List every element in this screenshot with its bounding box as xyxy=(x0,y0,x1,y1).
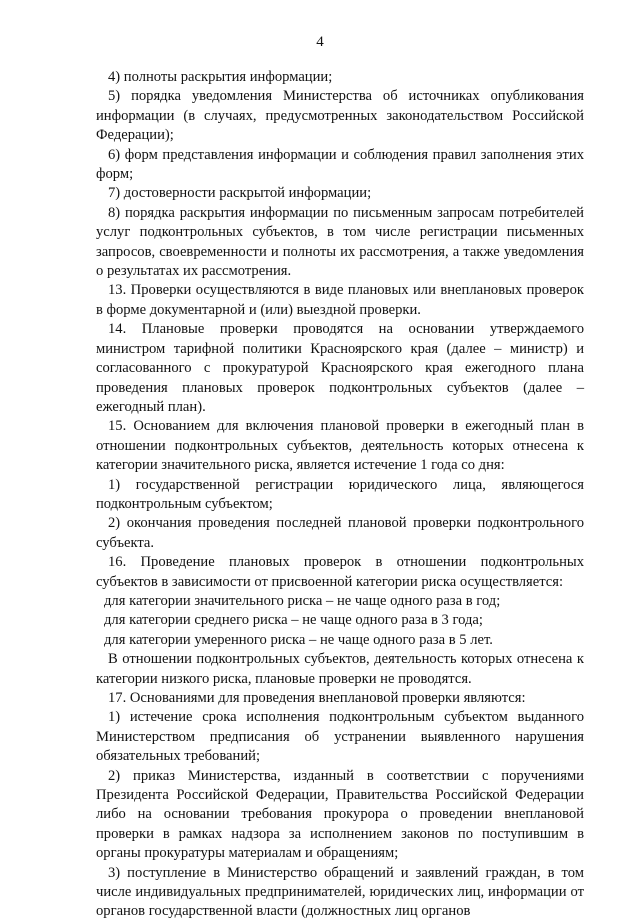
paragraph: 16. Проведение плановых проверок в отношении подконтрольных субъектов в зависимости от присвоенной категории риска осуществляется: xyxy=(96,554,584,590)
paragraph: для категории умеренного риска – не чаще одного раза в 5 лет. xyxy=(104,631,493,648)
page-number: 4 xyxy=(316,34,324,50)
paragraph: 13. Проверки осуществляются в виде плановых или внеплановых проверок в форме документарной и (или) выездной проверки. xyxy=(96,282,584,318)
paragraph: В отношении подконтрольных субъектов, деятельность которых отнесена к категории низкого риска, плановые проверки не проводятся. xyxy=(96,651,584,687)
paragraph: 17. Основаниями для проведения внеплановой проверки являются: xyxy=(108,690,526,706)
paragraph: 1) истечение срока исполнения подконтрольным субъектом выданного Министерством предписания об устранении выявленного нарушения обязательных требований; xyxy=(96,709,584,765)
paragraph: для категории значительного риска – не чаще одного раза в год; xyxy=(104,592,501,609)
paragraph: 5) порядка уведомления Министерства об источниках опубликования информации (в случаях, предусмотренных законодательством Российской Федерации); xyxy=(96,88,584,144)
paragraph: 2) окончания проведения последней плановой проверки подконтрольного субъекта. xyxy=(96,515,584,551)
paragraph: для категории среднего риска – не чаще одного раза в 3 года; xyxy=(104,612,483,629)
paragraph: 14. Плановые проверки проводятся на основании утверждаемого министром тарифной политики Красноярского края (далее – министр) и согласованного с прокуратурой Красноярского края ежегодного плана проведения плановых проверок подконтрольных субъектов (далее – ежегодный план). xyxy=(96,321,584,415)
paragraph: 15. Основанием для включения плановой проверки в ежегодный план в отношении подконтрольных субъектов, деятельность которых отнесена к категории значительного риска, является истечение 1 года со дня: xyxy=(96,418,584,474)
document-body xyxy=(96,68,584,922)
paragraph: 8) порядка раскрытия информации по письменным запросам потребителей услуг подконтрольных субъектов, в том числе регистрации письменных запросов, своевременности и полноты их рассмотрения, а также уведомления о результатах их рассмотрения. xyxy=(96,204,584,280)
paragraph: 7) достоверности раскрытой информации; xyxy=(108,185,372,202)
paragraph: 2) приказ Министерства, изданный в соответствии с поручениями Президента Российской Федерации, Правительства Российской Федерации либо на основании требования прокурора о проведении внеплановой проверки в рамках надзора за исполнением законов по поступившим в органы прокуратуры материалам и обращениям; xyxy=(96,767,584,862)
paragraph: 1) государственной регистрации юридического лица, являющегося подконтрольным субъектом; xyxy=(96,476,584,512)
paragraph: 3) поступление в Министерство обращений и заявлений граждан, в том числе индивидуальных предпринимателей, юридических лиц, информации от органов государственной власти (должностных лиц органов xyxy=(96,864,584,920)
paragraph: 4) полноты раскрытия информации; xyxy=(108,69,333,85)
paragraph: 6) форм представления информации и соблюдения правил заполнения этих форм; xyxy=(96,146,584,183)
